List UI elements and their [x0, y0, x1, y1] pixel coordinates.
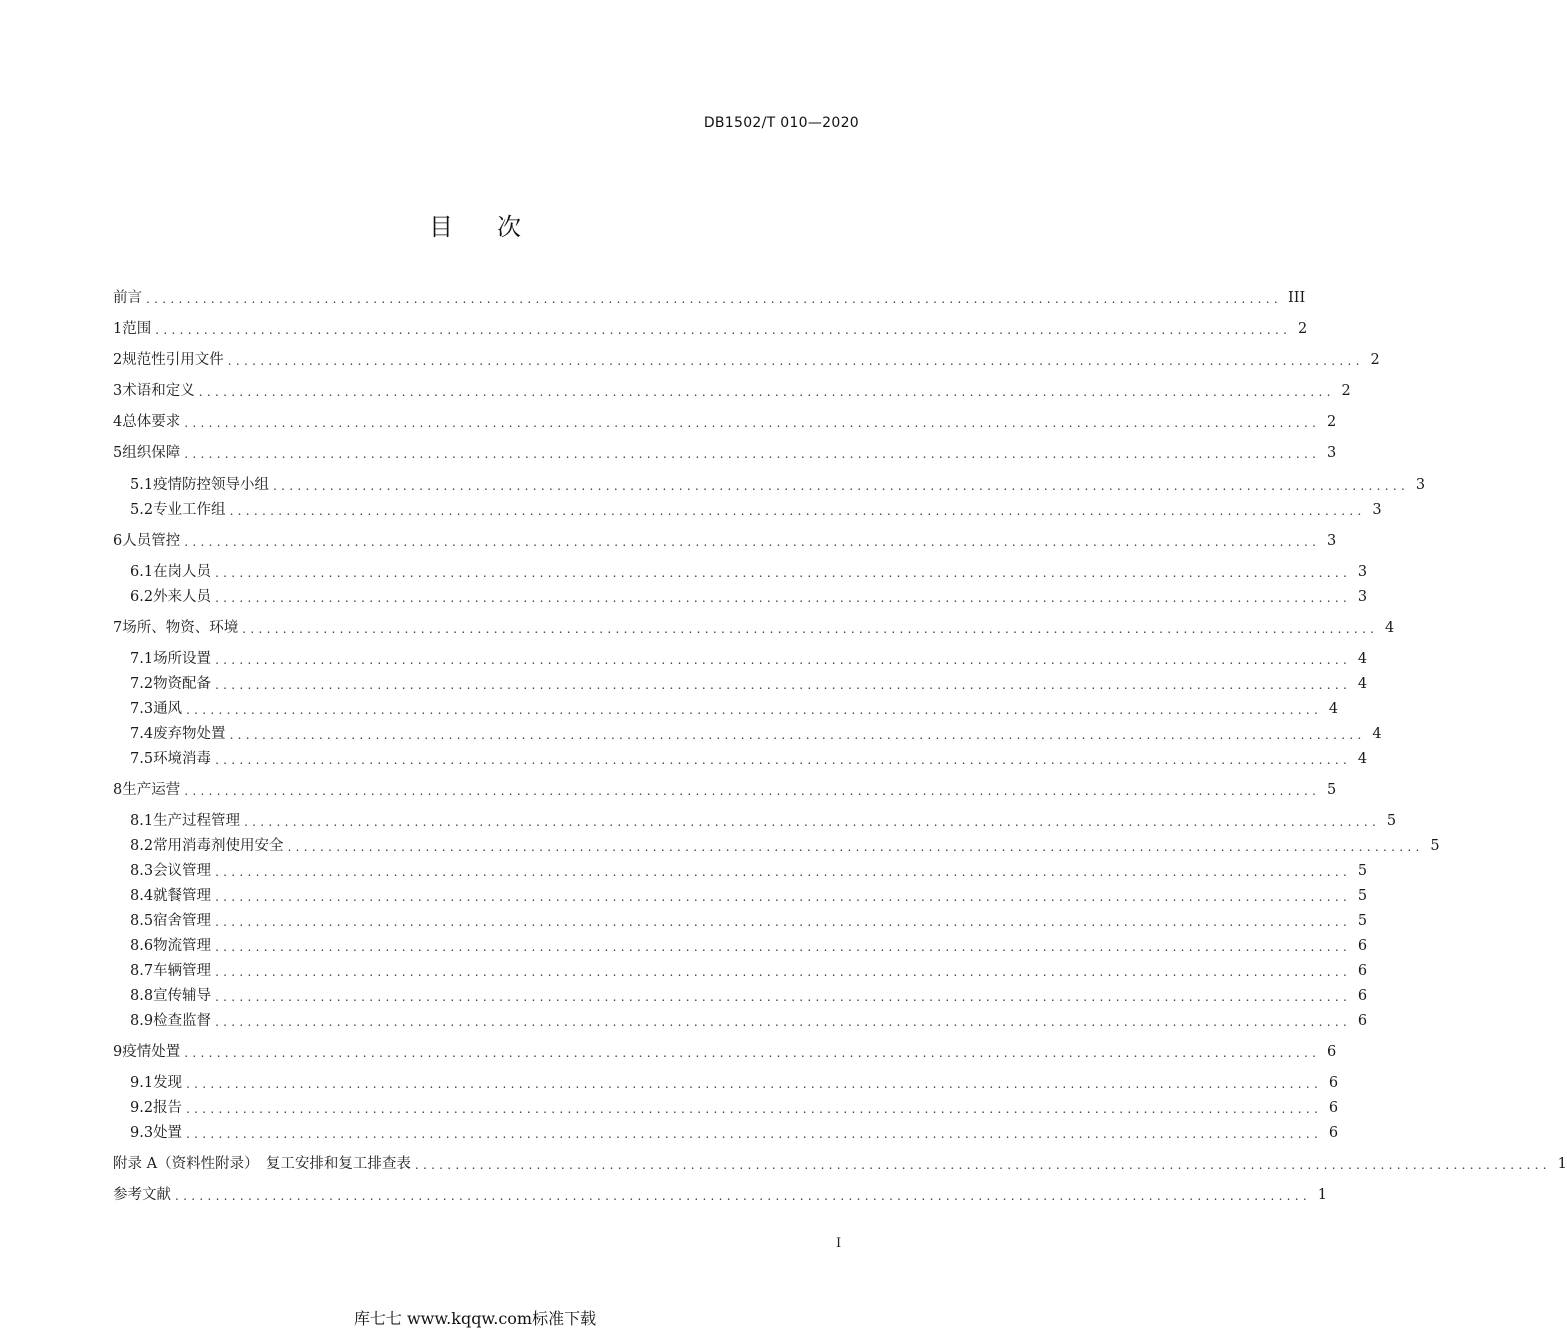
toc-entry-page: 6 — [1357, 963, 1368, 979]
toc-entry-page: 1 — [1557, 1156, 1567, 1172]
toc-entry-label: 场所设置 — [153, 651, 212, 667]
toc-entry-label: 物资配备 — [153, 676, 212, 692]
toc-entry-label: 附录 A（资料性附录） 复工安排和复工排查表 — [113, 1156, 411, 1172]
toc-entry[interactable] — [113, 722, 1382, 746]
toc-entry-label: 会议管理 — [153, 863, 212, 879]
toc-entry-page: 1 — [1317, 1187, 1328, 1203]
dot-leader: ............................................................................................................................................ — [273, 479, 1410, 493]
toc-entry[interactable] — [113, 1183, 1328, 1207]
toc-entry-page: 5 — [1357, 888, 1368, 904]
toc-entry-number: 6 — [113, 533, 123, 549]
dot-leader: ............................................................................................................................................ — [184, 535, 1321, 549]
toc-entry-label: 前言 — [113, 290, 142, 306]
toc-entry-label: 车辆管理 — [153, 963, 212, 979]
toc-entry-page: 4 — [1357, 751, 1368, 767]
toc-entry-number: 9.3 — [130, 1125, 154, 1141]
dot-leader: ............................................................................................................................................ — [215, 566, 1352, 580]
toc-entry-page: 6 — [1327, 1044, 1337, 1060]
toc-entry-page: 4 — [1328, 701, 1339, 717]
toc-entry-number: 8.6 — [130, 938, 154, 954]
dot-leader: ............................................................................................................................................ — [198, 385, 1335, 399]
dot-leader: ............................................................................................................................................ — [184, 1046, 1321, 1060]
toc-entry[interactable] — [113, 1121, 1339, 1145]
toc-entry-page: 4 — [1357, 651, 1368, 667]
toc-entry-label: 疫情处置 — [122, 1044, 181, 1060]
toc-entry-label: 范围 — [122, 321, 152, 337]
toc-entry-page: 5 — [1327, 782, 1337, 798]
toc-entry-number: 6.1 — [130, 564, 154, 580]
dot-leader: ............................................................................................................................................ — [244, 815, 1381, 829]
toc-entry[interactable] — [113, 286, 1306, 310]
toc-entry-page: III — [1288, 290, 1306, 306]
dot-leader: ............................................................................................................................................ — [215, 940, 1352, 954]
toc-entry-page: 5 — [1386, 813, 1397, 829]
toc-entry-page: 6 — [1328, 1100, 1339, 1116]
toc-entry-label: 废弃物处置 — [153, 726, 226, 742]
toc-entry-label: 检查监督 — [153, 1013, 212, 1029]
toc-entry-page: 4 — [1357, 676, 1368, 692]
toc-entry-label: 人员管控 — [122, 533, 181, 549]
dot-leader: ............................................................................................................................................ — [186, 1127, 1323, 1141]
toc-entry-number: 8.4 — [130, 888, 154, 904]
toc-entry-label: 组织保障 — [122, 445, 181, 461]
toc-entry-page: 6 — [1328, 1125, 1339, 1141]
toc-entry-number: 8.3 — [130, 863, 154, 879]
toc-entry[interactable] — [113, 498, 1382, 522]
toc-entry[interactable] — [113, 934, 1368, 958]
toc-entry-label: 生产过程管理 — [153, 813, 241, 829]
dot-leader: ............................................................................................................................................ — [215, 965, 1352, 979]
toc-entry[interactable] — [113, 348, 1380, 372]
toc-entry[interactable] — [113, 529, 1337, 553]
toc-entry-label: 总体要求 — [122, 414, 181, 430]
toc-entry-number: 8.1 — [130, 813, 154, 829]
toc-entry[interactable] — [113, 1096, 1339, 1120]
dot-leader: ............................................................................................................................................ — [215, 990, 1352, 1004]
toc-entry-label: 场所、物资、环境 — [122, 620, 239, 636]
toc-entry-label: 物流管理 — [153, 938, 212, 954]
toc-entry-number: 6.2 — [130, 589, 154, 605]
dot-leader: ............................................................................................................................................ — [242, 622, 1379, 636]
toc-entry-page: 2 — [1298, 321, 1308, 337]
dot-leader: ............................................................................................................................................ — [215, 678, 1352, 692]
toc-entry-page: 5 — [1357, 913, 1368, 929]
toc-entry-page: 3 — [1372, 502, 1382, 518]
toc-entry-number: 7.2 — [130, 676, 154, 692]
dot-leader: ............................................................................................................................................ — [186, 1077, 1323, 1091]
toc-entry-page: 5 — [1357, 863, 1368, 879]
toc-entry-number: 8.9 — [130, 1013, 154, 1029]
toc-entry[interactable] — [113, 441, 1337, 465]
dot-leader: ............................................................................................................................................ — [184, 447, 1321, 461]
toc-entry[interactable] — [113, 560, 1368, 584]
dot-leader: ............................................................................................................................................ — [184, 416, 1321, 430]
toc-entry-page: 6 — [1357, 938, 1368, 954]
toc-entry-label: 外来人员 — [153, 589, 212, 605]
toc-entry-number: 5 — [113, 445, 123, 461]
toc-entry-page: 3 — [1357, 589, 1368, 605]
toc-entry-page: 6 — [1357, 988, 1368, 1004]
toc-entry-number: 1 — [113, 321, 123, 337]
toc-entry-number: 2 — [113, 352, 123, 368]
toc-entry-label: 宣传辅导 — [153, 988, 212, 1004]
document-code: DB1502/T 010—2020 — [703, 115, 859, 131]
toc-entry[interactable] — [113, 747, 1368, 771]
toc-entry[interactable] — [113, 984, 1368, 1008]
toc-entry[interactable] — [113, 809, 1397, 833]
dot-leader: ............................................................................................................................................ — [227, 354, 1364, 368]
toc-entry[interactable] — [113, 859, 1368, 883]
toc-entry-number: 8.5 — [130, 913, 154, 929]
dot-leader: ............................................................................................................................................ — [184, 784, 1321, 798]
dot-leader: ............................................................................................................................................ — [215, 865, 1352, 879]
dot-leader: ............................................................................................................................................ — [215, 753, 1352, 767]
toc-entry-label: 处置 — [153, 1125, 183, 1141]
watermark-text: 库七七 www.kqqw.com标准下载 — [353, 1309, 597, 1328]
dot-leader: ............................................................................................................................................ — [215, 591, 1352, 605]
toc-entry-number: 7 — [113, 620, 123, 636]
toc-entry[interactable] — [113, 410, 1337, 434]
dot-leader: ............................................................................................................................................ — [229, 728, 1366, 742]
toc-entry-number: 7.3 — [130, 701, 154, 717]
toc-entry-number: 8.8 — [130, 988, 154, 1004]
toc-entry[interactable] — [113, 379, 1351, 403]
toc-entry-label: 常用消毒剂使用安全 — [153, 838, 284, 854]
toc-entry[interactable] — [113, 616, 1395, 640]
toc-entry-number: 5.2 — [130, 502, 154, 518]
toc-entry-number: 7.5 — [130, 751, 154, 767]
dot-leader: ............................................................................................................................................ — [215, 1015, 1352, 1029]
toc-entry-page: 4 — [1372, 726, 1382, 742]
toc-entry[interactable] — [113, 1152, 1567, 1176]
toc-entry-page: 5 — [1430, 838, 1440, 854]
dot-leader: ............................................................................................................................................ — [229, 504, 1366, 518]
toc-entry-label: 发现 — [153, 1075, 183, 1091]
toc-entry[interactable] — [113, 1040, 1337, 1064]
toc-entry-page: 4 — [1385, 620, 1395, 636]
toc-entry-label: 宿舍管理 — [153, 913, 212, 929]
toc-entry-number: 9 — [113, 1044, 123, 1060]
toc-entry-label: 通风 — [153, 701, 183, 717]
toc-entry-page: 3 — [1327, 533, 1337, 549]
toc-entry[interactable] — [113, 473, 1426, 497]
toc-entry-number: 7.4 — [130, 726, 154, 742]
dot-leader: ............................................................................................................................................ — [414, 1158, 1551, 1172]
dot-leader: ............................................................................................................................................ — [215, 653, 1352, 667]
dot-leader: ............................................................................................................................................ — [215, 915, 1352, 929]
toc-entry-page: 2 — [1370, 352, 1380, 368]
toc-entry[interactable] — [113, 959, 1368, 983]
toc-entry[interactable] — [113, 697, 1339, 721]
toc-entry-page: 2 — [1327, 414, 1337, 430]
toc-entry[interactable] — [113, 585, 1368, 609]
toc-entry-number: 3 — [113, 383, 123, 399]
dot-leader: ............................................................................................................................................ — [146, 292, 1283, 306]
toc-entry[interactable] — [113, 778, 1337, 802]
toc-entry-label: 疫情防控领导小组 — [153, 477, 270, 493]
toc-entry[interactable] — [113, 884, 1368, 908]
page-number: I — [836, 1236, 842, 1251]
toc-entry-number: 9.2 — [130, 1100, 154, 1116]
toc-entry-number: 5.1 — [130, 477, 154, 493]
toc-entry-number: 7.1 — [130, 651, 154, 667]
dot-leader: ............................................................................................................................................ — [155, 323, 1292, 337]
toc-entry-label: 报告 — [153, 1100, 183, 1116]
toc-entry-label: 术语和定义 — [122, 383, 195, 399]
toc-entry-number: 8 — [113, 782, 123, 798]
toc-entry-number: 9.1 — [130, 1075, 154, 1091]
toc-entry-page: 2 — [1341, 383, 1351, 399]
dot-leader: ............................................................................................................................................ — [215, 890, 1352, 904]
toc-entry[interactable] — [113, 672, 1368, 696]
toc-entry[interactable] — [113, 647, 1368, 671]
toc-entry-label: 在岗人员 — [153, 564, 212, 580]
toc-entry[interactable] — [113, 317, 1308, 341]
toc-entry[interactable] — [113, 834, 1440, 858]
toc-entry-number: 8.2 — [130, 838, 154, 854]
toc-entry[interactable] — [113, 1009, 1368, 1033]
dot-leader: ............................................................................................................................................ — [287, 840, 1424, 854]
toc-entry-page: 3 — [1327, 445, 1337, 461]
toc-entry-label: 环境消毒 — [153, 751, 212, 767]
toc-entry-number: 4 — [113, 414, 123, 430]
toc-entry-number: 8.7 — [130, 963, 154, 979]
toc-entry-page: 3 — [1357, 564, 1368, 580]
toc-entry-page: 6 — [1357, 1013, 1368, 1029]
toc-entry[interactable] — [113, 909, 1368, 933]
toc-entry-label: 生产运营 — [122, 782, 181, 798]
toc-entry[interactable] — [113, 1071, 1339, 1095]
dot-leader: ............................................................................................................................................ — [186, 1102, 1323, 1116]
page-title: 目次 — [429, 213, 565, 241]
toc-entry-page: 6 — [1328, 1075, 1339, 1091]
toc-entry-label: 专业工作组 — [153, 502, 226, 518]
toc-entry-label: 规范性引用文件 — [122, 352, 224, 368]
toc-entry-label: 参考文献 — [113, 1187, 171, 1203]
dot-leader: ............................................................................................................................................ — [186, 703, 1323, 717]
toc-entry-label: 就餐管理 — [153, 888, 212, 904]
dot-leader: ............................................................................................................................................ — [175, 1189, 1312, 1203]
toc-entry-page: 3 — [1415, 477, 1426, 493]
